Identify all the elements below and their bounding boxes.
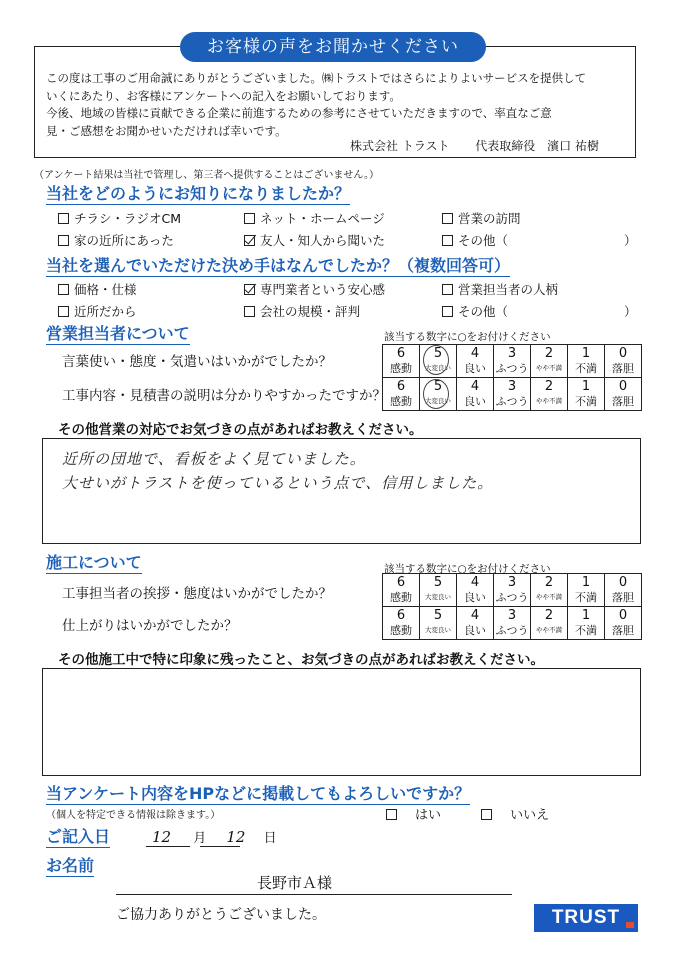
rating-cell[interactable] <box>494 574 531 607</box>
construction-greeting-question: 工事担当者の挨拶・態度はいかがでしたか？ <box>62 586 332 602</box>
answer-circle <box>423 379 449 409</box>
checkbox[interactable] <box>442 235 453 246</box>
rating-caption: 該当する数字に○をお付けください <box>384 563 551 575</box>
rating-label: 大変良い <box>425 364 451 372</box>
rating-cell[interactable] <box>494 345 531 378</box>
q2-option[interactable]: 価格・仕様 <box>58 280 137 298</box>
date-label: ご記入日 <box>46 827 111 846</box>
rating-number: 0 <box>618 608 628 623</box>
q2-option[interactable]: 会社の規模・評判 <box>244 302 360 320</box>
q1-option[interactable]: その他（ <box>442 231 508 249</box>
checkbox[interactable] <box>442 213 453 224</box>
rating-number: 5 <box>433 346 443 361</box>
rating-number: 6 <box>396 346 406 361</box>
construction-comment-prompt: その他施工中で特に印象に残ったこと、お気づきの点があればお教えください。 <box>58 652 544 668</box>
close-paren: ） <box>624 233 637 248</box>
close-paren: ） <box>624 304 637 319</box>
checkbox[interactable] <box>58 284 69 295</box>
rating-number: 3 <box>507 575 517 590</box>
month-value: 12 <box>152 828 172 846</box>
checkbox-checked[interactable] <box>244 235 255 246</box>
rating-label: 感動 <box>390 624 412 637</box>
company-name: 株式会社 トラスト <box>350 139 450 153</box>
rating-label: やや不満 <box>536 397 562 405</box>
rating-label: 大変良い <box>425 397 451 405</box>
signature <box>350 137 599 154</box>
sales-comment-prompt: その他営業の対応でお気づきの点があればお教えください。 <box>58 422 423 438</box>
rating-cell[interactable] <box>420 607 457 640</box>
rating-cell[interactable] <box>605 574 642 607</box>
rating-label: 落胆 <box>612 624 634 637</box>
rating-label: 大変良い <box>425 626 451 634</box>
rating-number: 5 <box>433 608 443 623</box>
intro-line: この度は工事のご用命誠にありがとうございました。㈱トラストではさらによりよいサービスを提供して <box>46 71 587 85</box>
rating-cell[interactable] <box>568 607 605 640</box>
rating-label: ふつう <box>495 362 529 375</box>
yes-option[interactable]: はい <box>386 808 459 823</box>
rating-cell[interactable] <box>568 345 605 378</box>
rating-cell[interactable] <box>383 345 420 378</box>
rating-label: 感動 <box>390 591 412 604</box>
rating-label: 良い <box>464 624 486 637</box>
intro-line: 今後、地域の皆様に貢献できる企業に前進するための参考にさせていただきますので、率直なご意 <box>46 106 552 120</box>
no-option[interactable]: いいえ <box>481 808 567 823</box>
rating-caption: 該当する数字に○をお付けください <box>384 331 551 343</box>
sales-comment-line: 大せいがトラストを使っているという点で、信用しました。 <box>62 474 494 492</box>
rating-cell[interactable] <box>531 378 568 411</box>
q2-heading: 当社を選んでいただけた決め手はなんでしたか？（複数回答可） <box>46 256 511 275</box>
rating-number: 0 <box>618 346 628 361</box>
rating-cell[interactable] <box>457 607 494 640</box>
answer-circle <box>423 345 449 375</box>
rating-number: 5 <box>433 379 443 394</box>
signer-role: 代表取締役 <box>475 139 536 153</box>
rating-label: 不満 <box>575 362 597 375</box>
day-value: 12 <box>226 828 246 846</box>
rating-number: 2 <box>544 575 554 590</box>
rating-cell[interactable] <box>457 378 494 411</box>
sales-rating-table <box>382 344 642 411</box>
rating-number: 0 <box>618 575 628 590</box>
rating-label: 不満 <box>575 624 597 637</box>
rating-label: 大変良い <box>425 593 451 601</box>
publish-options <box>386 804 585 823</box>
rating-label: やや不満 <box>536 626 562 634</box>
rating-number: 4 <box>470 346 480 361</box>
name-label: お名前 <box>46 856 95 875</box>
rating-cell[interactable] <box>383 607 420 640</box>
rating-label: 感動 <box>390 362 412 375</box>
privacy-notice: （アンケート結果は当社で管理し、第三者へ提供することはございません。） <box>34 170 379 181</box>
rating-cell[interactable] <box>605 378 642 411</box>
rating-cell[interactable] <box>420 574 457 607</box>
rating-label: やや不満 <box>536 364 562 372</box>
sales-comment-line: 近所の団地で、看板をよく見ていました。 <box>62 450 366 468</box>
rating-label: 不満 <box>575 591 597 604</box>
rating-label: 良い <box>464 362 486 375</box>
rating-label: 落胆 <box>612 362 634 375</box>
month-unit: 月 <box>193 831 207 846</box>
sales-manner-question: 言葉使い・態度・気遣いはいかがでしたか？ <box>62 354 332 370</box>
rating-cell[interactable] <box>605 607 642 640</box>
rating-cell[interactable] <box>531 574 568 607</box>
checkbox[interactable] <box>58 213 69 224</box>
logo-accent <box>626 922 634 928</box>
rating-label: 落胆 <box>612 591 634 604</box>
day-underline <box>200 846 240 847</box>
rating-cell[interactable] <box>383 378 420 411</box>
rating-cell[interactable] <box>494 378 531 411</box>
trust-logo: TRUST <box>534 904 638 932</box>
checkbox[interactable] <box>442 284 453 295</box>
rating-label: ふつう <box>495 395 529 408</box>
rating-number: 3 <box>507 608 517 623</box>
day-unit: 日 <box>263 831 277 846</box>
name-underline <box>116 894 512 895</box>
intro-line: 見・ご感想をお聞かせいただければ幸いです。 <box>46 123 287 138</box>
q1-heading: 当社をどのようにお知りになりましたか？ <box>46 184 351 203</box>
thanks-message: ご協力ありがとうございました。 <box>116 907 326 923</box>
rating-cell[interactable] <box>531 345 568 378</box>
q2-option[interactable]: 専門業者という安心感 <box>244 280 385 298</box>
rating-number: 6 <box>396 608 406 623</box>
q2-option[interactable]: 営業担当者の人柄 <box>442 280 558 298</box>
q1-option[interactable]: チラシ・ラジオCM <box>58 209 181 227</box>
publish-heading: 当アンケート内容をHPなどに掲載してもよろしいですか？ <box>46 784 471 803</box>
q1-option[interactable]: 家の近所にあった <box>58 231 174 249</box>
q1-option[interactable]: 営業の訪問 <box>442 209 521 227</box>
checkbox[interactable] <box>481 809 492 820</box>
rating-cell[interactable] <box>605 345 642 378</box>
checkbox[interactable] <box>386 809 397 820</box>
construction-heading: 施工について <box>46 553 142 572</box>
rating-number: 1 <box>581 379 591 394</box>
q2-option[interactable]: 近所だから <box>58 302 137 320</box>
q1-option[interactable]: ネット・ホームページ <box>244 209 385 227</box>
rating-cell[interactable] <box>457 345 494 378</box>
sales-explain-question: 工事内容・見積書の説明は分かりやすかったですか？ <box>62 388 386 404</box>
rating-number: 2 <box>544 608 554 623</box>
rating-label: やや不満 <box>536 593 562 601</box>
rating-label: 良い <box>464 591 486 604</box>
rating-number: 2 <box>544 346 554 361</box>
name-value: 長野市Ａ様 <box>257 874 333 892</box>
rating-number: 2 <box>544 379 554 394</box>
rating-label: 落胆 <box>612 395 634 408</box>
rating-cell[interactable] <box>531 607 568 640</box>
checkbox[interactable] <box>244 213 255 224</box>
rating-number: 1 <box>581 608 591 623</box>
rating-cell[interactable] <box>568 378 605 411</box>
checkbox[interactable] <box>244 306 255 317</box>
construction-finish-question: 仕上がりはいかがでしたか？ <box>62 618 238 634</box>
intro-text <box>46 70 631 140</box>
rating-number: 1 <box>581 346 591 361</box>
checkbox[interactable] <box>442 306 453 317</box>
rating-cell[interactable] <box>457 574 494 607</box>
rating-number: 4 <box>470 379 480 394</box>
intro-line: いくにあたり、お客様にアンケートへの記入をお願いしております。 <box>46 88 401 103</box>
rating-number: 3 <box>507 346 517 361</box>
rating-label: 良い <box>464 395 486 408</box>
rating-number: 6 <box>396 575 406 590</box>
month-underline <box>146 846 190 847</box>
rating-label: ふつう <box>495 591 529 604</box>
date-field[interactable] <box>150 827 277 846</box>
rating-number: 4 <box>470 608 480 623</box>
rating-cell[interactable] <box>568 574 605 607</box>
construction-comment-box[interactable] <box>42 668 641 776</box>
sales-heading: 営業担当者について <box>46 324 190 343</box>
rating-label: 不満 <box>575 395 597 408</box>
rating-label: ふつう <box>495 624 529 637</box>
q1-option[interactable]: 友人・知人から聞いた <box>244 231 385 249</box>
rating-number: 3 <box>507 379 517 394</box>
construction-rating-table <box>382 573 642 640</box>
checkbox[interactable] <box>58 235 69 246</box>
checkbox-checked[interactable] <box>244 284 255 295</box>
q2-option[interactable]: その他（ <box>442 302 508 320</box>
rating-label: 感動 <box>390 395 412 408</box>
rating-cell[interactable] <box>494 607 531 640</box>
publish-note: （個人を特定できる情報は除きます。） <box>46 810 221 821</box>
rating-number: 5 <box>433 575 443 590</box>
rating-cell[interactable] <box>383 574 420 607</box>
rating-number: 6 <box>396 379 406 394</box>
signer-name: 濱口 祐樹 <box>547 139 599 153</box>
page-title: お客様の声をお聞かせください <box>180 32 486 62</box>
rating-number: 0 <box>618 379 628 394</box>
rating-number: 1 <box>581 575 591 590</box>
rating-number: 4 <box>470 575 480 590</box>
checkbox[interactable] <box>58 306 69 317</box>
